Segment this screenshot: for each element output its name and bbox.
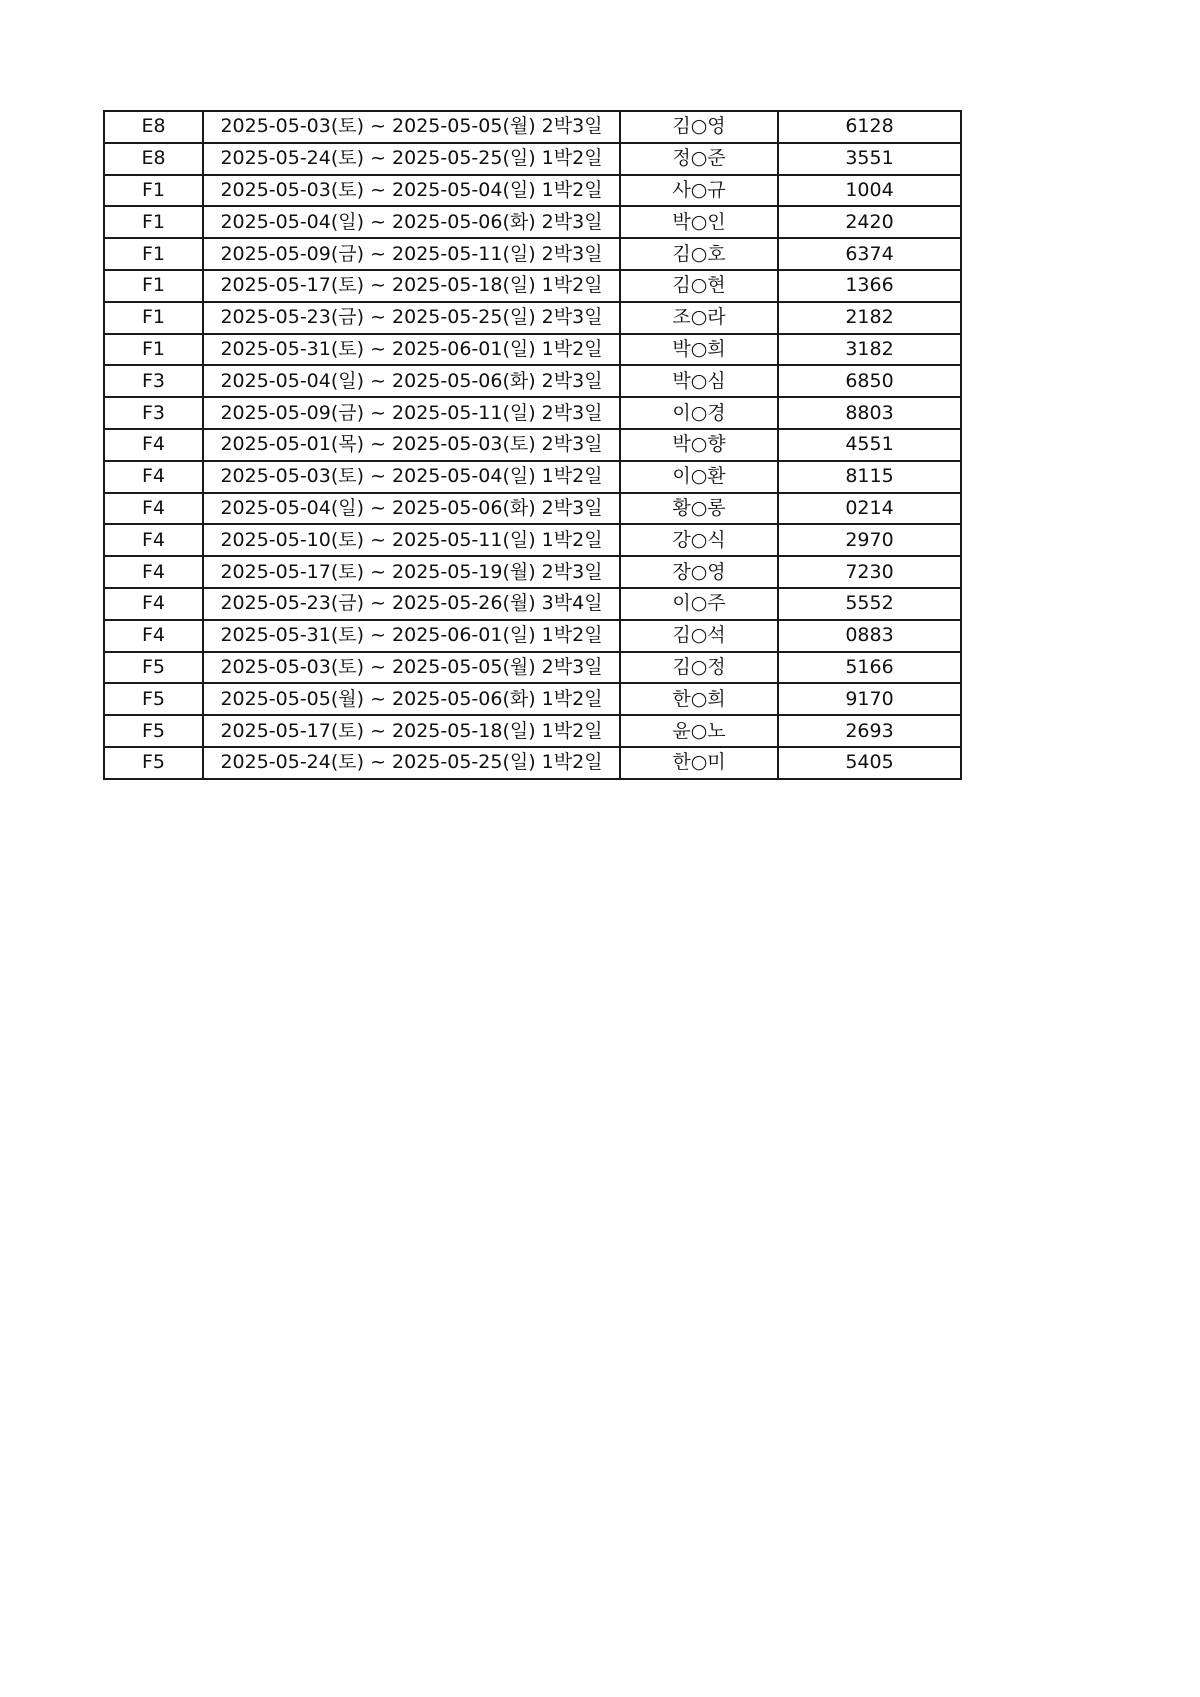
stay-period-cell: 2025-05-24(토) ~ 2025-05-25(일) 1박2일 bbox=[203, 143, 620, 175]
guest-name-cell: 강○식 bbox=[620, 524, 778, 556]
site-cell: F5 bbox=[104, 715, 203, 747]
site-cell: E8 bbox=[104, 111, 203, 143]
table-row bbox=[104, 429, 961, 461]
table-row bbox=[104, 461, 961, 493]
reservation-code-cell: 8115 bbox=[778, 461, 961, 493]
stay-period-cell: 2025-05-04(일) ~ 2025-05-06(화) 2박3일 bbox=[203, 493, 620, 525]
stay-period-cell: 2025-05-17(토) ~ 2025-05-18(일) 1박2일 bbox=[203, 715, 620, 747]
stay-period-cell: 2025-05-31(토) ~ 2025-06-01(일) 1박2일 bbox=[203, 334, 620, 366]
reservation-code-cell: 2420 bbox=[778, 206, 961, 238]
stay-period-cell: 2025-05-03(토) ~ 2025-05-05(월) 2박3일 bbox=[203, 652, 620, 684]
guest-name-cell: 이○환 bbox=[620, 461, 778, 493]
reservation-code-cell: 4551 bbox=[778, 429, 961, 461]
site-cell: F4 bbox=[104, 588, 203, 620]
table-row bbox=[104, 302, 961, 334]
guest-name-cell: 김○정 bbox=[620, 652, 778, 684]
guest-name-cell: 박○심 bbox=[620, 365, 778, 397]
table-row bbox=[104, 365, 961, 397]
stay-period-cell: 2025-05-05(월) ~ 2025-05-06(화) 1박2일 bbox=[203, 683, 620, 715]
guest-name-cell: 김○석 bbox=[620, 620, 778, 652]
stay-period-cell: 2025-05-04(일) ~ 2025-05-06(화) 2박3일 bbox=[203, 365, 620, 397]
site-cell: F4 bbox=[104, 556, 203, 588]
stay-period-cell: 2025-05-17(토) ~ 2025-05-18(일) 1박2일 bbox=[203, 270, 620, 302]
reservation-code-cell: 9170 bbox=[778, 683, 961, 715]
guest-name-cell: 장○영 bbox=[620, 556, 778, 588]
reservation-code-cell: 3182 bbox=[778, 334, 961, 366]
reservation-code-cell: 6374 bbox=[778, 238, 961, 270]
site-cell: F1 bbox=[104, 302, 203, 334]
reservation-code-cell: 1004 bbox=[778, 175, 961, 207]
guest-name-cell: 박○향 bbox=[620, 429, 778, 461]
reservation-code-cell: 7230 bbox=[778, 556, 961, 588]
site-cell: F5 bbox=[104, 747, 203, 779]
guest-name-cell: 황○롱 bbox=[620, 493, 778, 525]
guest-name-cell: 이○주 bbox=[620, 588, 778, 620]
site-cell: F4 bbox=[104, 524, 203, 556]
table-row bbox=[104, 334, 961, 366]
reservation-code-cell: 3551 bbox=[778, 143, 961, 175]
stay-period-cell: 2025-05-03(토) ~ 2025-05-04(일) 1박2일 bbox=[203, 175, 620, 207]
table-row bbox=[104, 143, 961, 175]
site-cell: F1 bbox=[104, 206, 203, 238]
reservation-code-cell: 0883 bbox=[778, 620, 961, 652]
table-row bbox=[104, 620, 961, 652]
reservation-table bbox=[103, 110, 962, 780]
guest-name-cell: 사○규 bbox=[620, 175, 778, 207]
table-row bbox=[104, 747, 961, 779]
stay-period-cell: 2025-05-04(일) ~ 2025-05-06(화) 2박3일 bbox=[203, 206, 620, 238]
guest-name-cell: 정○준 bbox=[620, 143, 778, 175]
table-row bbox=[104, 652, 961, 684]
stay-period-cell: 2025-05-23(금) ~ 2025-05-26(월) 3박4일 bbox=[203, 588, 620, 620]
reservation-code-cell: 8803 bbox=[778, 397, 961, 429]
guest-name-cell: 박○인 bbox=[620, 206, 778, 238]
stay-period-cell: 2025-05-24(토) ~ 2025-05-25(일) 1박2일 bbox=[203, 747, 620, 779]
table-row bbox=[104, 683, 961, 715]
reservation-code-cell: 6850 bbox=[778, 365, 961, 397]
table-row bbox=[104, 524, 961, 556]
stay-period-cell: 2025-05-03(토) ~ 2025-05-04(일) 1박2일 bbox=[203, 461, 620, 493]
stay-period-cell: 2025-05-09(금) ~ 2025-05-11(일) 2박3일 bbox=[203, 397, 620, 429]
guest-name-cell: 한○미 bbox=[620, 747, 778, 779]
guest-name-cell: 이○경 bbox=[620, 397, 778, 429]
table-row bbox=[104, 715, 961, 747]
table-row bbox=[104, 397, 961, 429]
table-row bbox=[104, 493, 961, 525]
reservation-code-cell: 1366 bbox=[778, 270, 961, 302]
guest-name-cell: 조○라 bbox=[620, 302, 778, 334]
guest-name-cell: 김○현 bbox=[620, 270, 778, 302]
table-row bbox=[104, 238, 961, 270]
stay-period-cell: 2025-05-09(금) ~ 2025-05-11(일) 2박3일 bbox=[203, 238, 620, 270]
guest-name-cell: 김○호 bbox=[620, 238, 778, 270]
table-row bbox=[104, 556, 961, 588]
reservation-code-cell: 2970 bbox=[778, 524, 961, 556]
site-cell: F5 bbox=[104, 652, 203, 684]
reservation-table-body bbox=[104, 111, 961, 779]
stay-period-cell: 2025-05-10(토) ~ 2025-05-11(일) 1박2일 bbox=[203, 524, 620, 556]
table-row bbox=[104, 206, 961, 238]
site-cell: F3 bbox=[104, 397, 203, 429]
site-cell: F4 bbox=[104, 620, 203, 652]
site-cell: F5 bbox=[104, 683, 203, 715]
guest-name-cell: 한○희 bbox=[620, 683, 778, 715]
table-row bbox=[104, 111, 961, 143]
stay-period-cell: 2025-05-01(목) ~ 2025-05-03(토) 2박3일 bbox=[203, 429, 620, 461]
site-cell: E8 bbox=[104, 143, 203, 175]
site-cell: F1 bbox=[104, 238, 203, 270]
stay-period-cell: 2025-05-17(토) ~ 2025-05-19(월) 2박3일 bbox=[203, 556, 620, 588]
table-row bbox=[104, 270, 961, 302]
site-cell: F4 bbox=[104, 493, 203, 525]
stay-period-cell: 2025-05-23(금) ~ 2025-05-25(일) 2박3일 bbox=[203, 302, 620, 334]
table-row bbox=[104, 175, 961, 207]
reservation-code-cell: 2182 bbox=[778, 302, 961, 334]
guest-name-cell: 윤○노 bbox=[620, 715, 778, 747]
table-row bbox=[104, 588, 961, 620]
site-cell: F4 bbox=[104, 461, 203, 493]
reservation-code-cell: 6128 bbox=[778, 111, 961, 143]
site-cell: F1 bbox=[104, 175, 203, 207]
reservation-code-cell: 2693 bbox=[778, 715, 961, 747]
guest-name-cell: 김○영 bbox=[620, 111, 778, 143]
site-cell: F4 bbox=[104, 429, 203, 461]
reservation-code-cell: 5552 bbox=[778, 588, 961, 620]
site-cell: F1 bbox=[104, 334, 203, 366]
reservation-code-cell: 5166 bbox=[778, 652, 961, 684]
guest-name-cell: 박○희 bbox=[620, 334, 778, 366]
site-cell: F1 bbox=[104, 270, 203, 302]
reservation-code-cell: 5405 bbox=[778, 747, 961, 779]
site-cell: F3 bbox=[104, 365, 203, 397]
stay-period-cell: 2025-05-31(토) ~ 2025-06-01(일) 1박2일 bbox=[203, 620, 620, 652]
reservation-code-cell: 0214 bbox=[778, 493, 961, 525]
stay-period-cell: 2025-05-03(토) ~ 2025-05-05(월) 2박3일 bbox=[203, 111, 620, 143]
